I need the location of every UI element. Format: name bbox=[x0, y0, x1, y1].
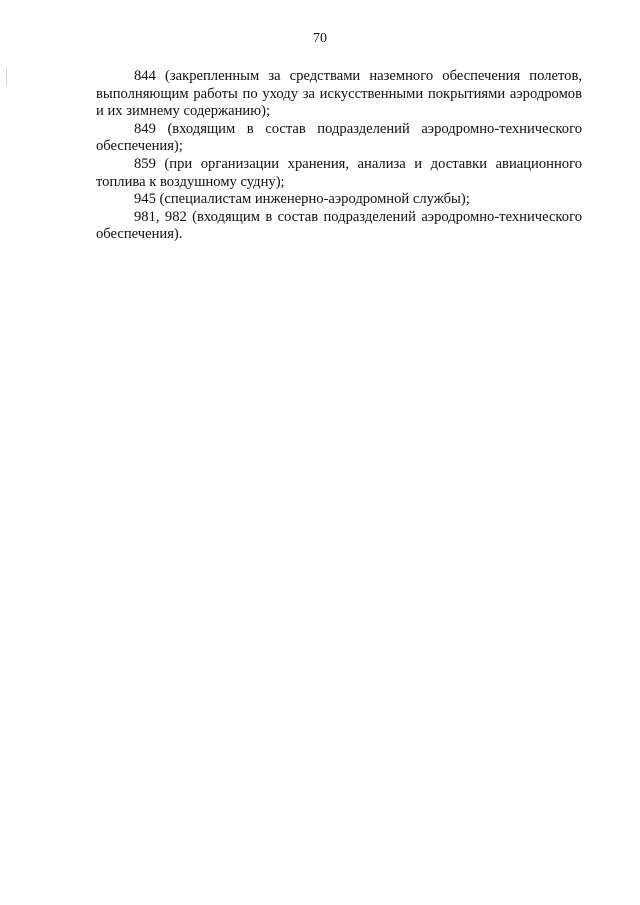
scan-margin-artifact bbox=[6, 68, 7, 86]
paragraph-945: 945 (специалистам инженерно-аэродромной службы); bbox=[134, 191, 470, 208]
paragraph-849: 849 (входящим в состав подразделений аэродромно-технического обеспечения); bbox=[96, 120, 582, 155]
paragraph-859: 859 (при организации хранения, анализа и доставки авиационного топлива к воздушному судну); bbox=[96, 155, 582, 190]
paragraph-844: 844 (закрепленным за средствами наземного обеспечения полетов, выполняющим работы по уходу за искусственными покрытиями аэродромов и их зимнему содержанию); bbox=[96, 68, 582, 120]
document-body bbox=[96, 68, 582, 244]
page-number: 70 bbox=[313, 31, 327, 46]
paragraph-981-982: 981, 982 (входящим в состав подразделений аэродромно-технического обеспечения). bbox=[96, 208, 582, 243]
